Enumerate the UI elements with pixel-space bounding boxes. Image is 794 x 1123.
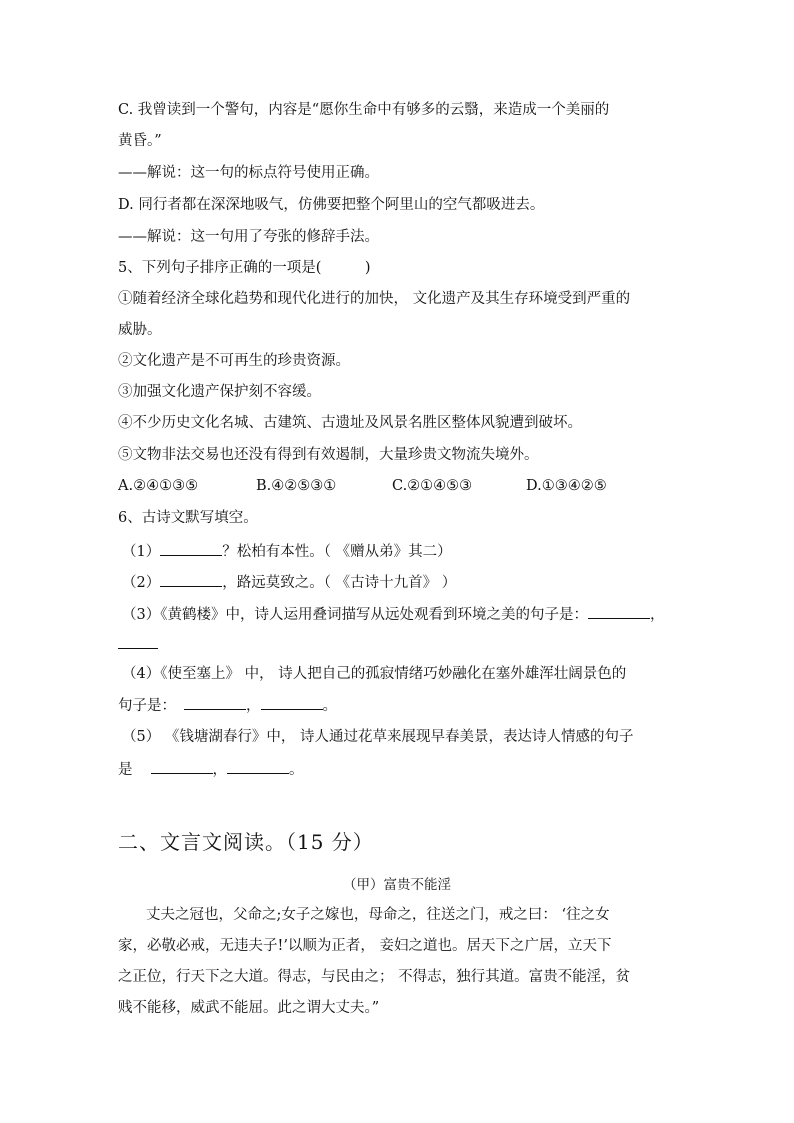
q5-option-b: B.④②⑤③① [256, 478, 337, 494]
answer-blank[interactable] [151, 759, 213, 774]
q4-option-d: D. 同行者都在深深地吸气，仿佛要把整个阿里山的空气都吸进去。 [118, 197, 545, 213]
q6-item-3-line1 [122, 604, 664, 625]
q5-sentence-5: ⑤文物非法交易也还没有得到有效遏制，大量珍贵文物流失境外。 [118, 447, 539, 463]
q6-item-3-comma: ， [649, 607, 665, 623]
q5-option-a: A.②④①③⑤ [118, 478, 199, 494]
q6-item-5-line1: （5） 《钱塘湖春行》中， 诗人通过花草来展现早春美景，表达诗人情感的句子 [122, 729, 634, 745]
q4-option-c-line1: C. 我曾读到一个警句，内容是“愿你生命中有够多的云翳，来造成一个美丽的 [118, 102, 610, 118]
answer-blank[interactable] [588, 604, 650, 619]
q6-item-2 [122, 572, 456, 593]
q5-option-d: D.①③④②⑤ [526, 478, 607, 494]
answer-blank[interactable] [118, 634, 158, 649]
q6-item-4-prefix: 句子是： [118, 698, 176, 714]
q6-item-5-prefix: 是 [118, 762, 133, 778]
section-heading: 二、文言文阅读。（15 分） [118, 830, 374, 854]
q5-option-c: C.②①④⑤③ [392, 478, 473, 494]
answer-blank[interactable] [160, 541, 222, 556]
q4-option-c-line2: 黄昏。” [118, 133, 162, 149]
q6-item-4-line1: （4）《使至塞上》 中， 诗人把自己的孤寂情绪巧妙融化在塞外雄浑壮阔景色的 [122, 666, 627, 682]
q6-item-3-line2 [118, 634, 158, 655]
passage-line: 家，必敬必戒，无违夫子!’以顺为正者， 妾妇之道也。居天下之广居，立天下 [118, 938, 612, 954]
period: 。 [289, 762, 304, 778]
q5-sentence-4: ④不少历史文化名城、古建筑、古遗址及风景名胜区整体风貌遭到破坏。 [118, 415, 582, 431]
q6-item-3-text: （3）《黄鹤楼》中，诗人运用叠词描写从远处观看到环境之美的句子是： [122, 607, 588, 623]
q6-item-1-text: ？松柏有本性。（ 《赠从弟》其二） [222, 544, 452, 560]
comma: ， [246, 698, 261, 714]
q5-stem: 5、下列句子排序正确的一项是( ) [118, 260, 371, 276]
passage-line: 贱不能移，威武不能屈。此之谓大丈夫。” [118, 1000, 380, 1016]
answer-blank[interactable] [184, 695, 246, 710]
q6-item-2-number: （2） [122, 575, 161, 591]
answer-blank[interactable] [261, 695, 323, 710]
answer-blank[interactable] [227, 759, 289, 774]
q6-stem: 6、古诗文默写填空。 [118, 510, 258, 526]
q6-item-1 [122, 541, 452, 562]
q6-item-5-line2 [118, 759, 304, 780]
q4-option-c-explanation: ——解说：这一句的标点符号使用正确。 [118, 165, 379, 181]
q6-item-4-line2 [118, 695, 337, 716]
passage-line: 丈夫之冠也，父命之;女子之嫁也，母命之，往送之门，戒之曰： ‘往之女 [146, 907, 610, 923]
passage-title: （甲）富贵不能淫 [343, 877, 451, 893]
q6-item-1-number: （1） [122, 544, 161, 560]
q4-option-d-explanation: ——解说：这一句用了夸张的修辞手法。 [118, 229, 379, 245]
q5-sentence-1-line2: 威胁。 [118, 322, 162, 338]
q5-sentence-3: ③加强文化遗产保护刻不容缓。 [118, 384, 321, 400]
q5-sentence-2: ②文化遗产是不可再生的珍贵资源。 [118, 353, 350, 369]
period: 。 [322, 698, 337, 714]
q6-item-2-text: ，路远莫致之。（ 《古诗十九首》 ） [222, 575, 457, 591]
q5-sentence-1-line1: ①随着经济全球化趋势和现代化进行的加快， 文化遗产及其生存环境受到严重的 [118, 291, 631, 307]
passage-line: 之正位，行天下之大道。得志，与民由之； 不得志，独行其道。富贵不能淫，贫 [118, 969, 631, 985]
answer-blank[interactable] [160, 572, 222, 587]
comma: ， [212, 762, 227, 778]
